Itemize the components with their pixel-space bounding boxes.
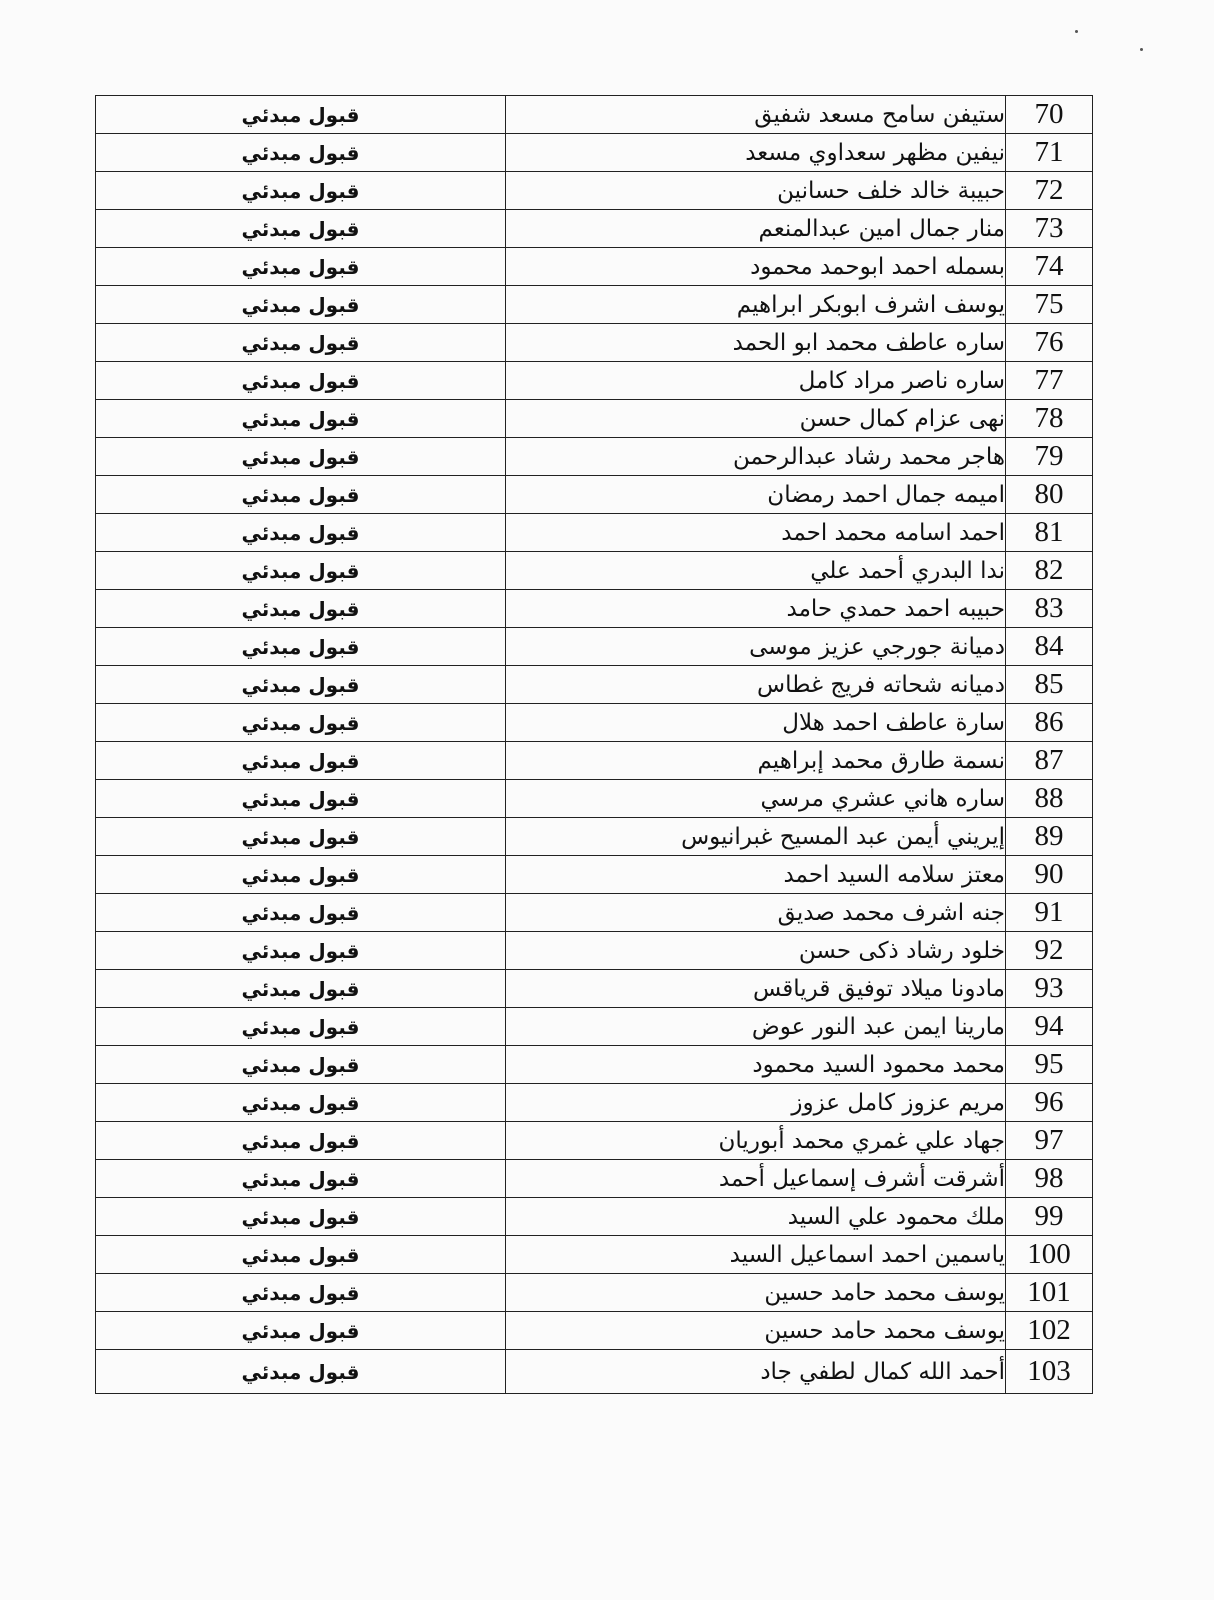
- status-cell: قبول مبدئي: [96, 1198, 506, 1236]
- name-cell: حبيبه احمد حمدي حامد: [506, 590, 1006, 628]
- status-cell: قبول مبدئي: [96, 970, 506, 1008]
- status-cell: قبول مبدئي: [96, 856, 506, 894]
- status-cell: قبول مبدئي: [96, 134, 506, 172]
- number-cell: 71: [1006, 134, 1093, 172]
- number-cell: 81: [1006, 514, 1093, 552]
- name-cell: إيريني أيمن عبد المسيح غبرانيوس: [506, 818, 1006, 856]
- number-cell: 87: [1006, 742, 1093, 780]
- name-cell: حبيبة خالد خلف حسانين: [506, 172, 1006, 210]
- name-cell: يوسف محمد حامد حسين: [506, 1312, 1006, 1350]
- status-cell: قبول مبدئي: [96, 704, 506, 742]
- table-row: [96, 780, 1093, 818]
- status-cell: قبول مبدئي: [96, 324, 506, 362]
- status-cell: قبول مبدئي: [96, 666, 506, 704]
- table-row: [96, 134, 1093, 172]
- status-cell: قبول مبدئي: [96, 1008, 506, 1046]
- name-cell: نيفين مظهر سعداوي مسعد: [506, 134, 1006, 172]
- status-cell: قبول مبدئي: [96, 932, 506, 970]
- table-row: [96, 210, 1093, 248]
- number-cell: 74: [1006, 248, 1093, 286]
- table-body: [96, 96, 1093, 1394]
- table-row: [96, 666, 1093, 704]
- name-cell: أشرقت أشرف إسماعيل أحمد: [506, 1160, 1006, 1198]
- status-cell: قبول مبدئي: [96, 1160, 506, 1198]
- number-cell: 98: [1006, 1160, 1093, 1198]
- number-cell: 95: [1006, 1046, 1093, 1084]
- name-cell: مادونا ميلاد توفيق قرياقس: [506, 970, 1006, 1008]
- number-cell: 93: [1006, 970, 1093, 1008]
- status-cell: قبول مبدئي: [96, 1122, 506, 1160]
- number-cell: 97: [1006, 1122, 1093, 1160]
- status-cell: قبول مبدئي: [96, 628, 506, 666]
- name-cell: ملك محمود علي السيد: [506, 1198, 1006, 1236]
- name-cell: مريم عزوز كامل عزوز: [506, 1084, 1006, 1122]
- table-row: [96, 742, 1093, 780]
- number-cell: 89: [1006, 818, 1093, 856]
- scan-speck: [1140, 48, 1143, 51]
- name-cell: ساره عاطف محمد ابو الحمد: [506, 324, 1006, 362]
- number-cell: 79: [1006, 438, 1093, 476]
- name-cell: بسمله احمد ابوحمد محمود: [506, 248, 1006, 286]
- status-cell: قبول مبدئي: [96, 514, 506, 552]
- status-cell: قبول مبدئي: [96, 172, 506, 210]
- table-row: [96, 894, 1093, 932]
- name-cell: نهى عزام كمال حسن: [506, 400, 1006, 438]
- table-row: [96, 856, 1093, 894]
- status-cell: قبول مبدئي: [96, 552, 506, 590]
- table-row: [96, 1350, 1093, 1394]
- table-row: [96, 1198, 1093, 1236]
- status-cell: قبول مبدئي: [96, 400, 506, 438]
- number-cell: 94: [1006, 1008, 1093, 1046]
- table-row: [96, 324, 1093, 362]
- name-cell: هاجر محمد رشاد عبدالرحمن: [506, 438, 1006, 476]
- status-cell: قبول مبدئي: [96, 894, 506, 932]
- table-row: [96, 1122, 1093, 1160]
- number-cell: 70: [1006, 96, 1093, 134]
- name-cell: جهاد علي غمري محمد أبوريان: [506, 1122, 1006, 1160]
- number-cell: 92: [1006, 932, 1093, 970]
- name-cell: سارة عاطف احمد هلال: [506, 704, 1006, 742]
- number-cell: 85: [1006, 666, 1093, 704]
- table-row: [96, 1312, 1093, 1350]
- status-cell: قبول مبدئي: [96, 1274, 506, 1312]
- number-cell: 99: [1006, 1198, 1093, 1236]
- number-cell: 72: [1006, 172, 1093, 210]
- table-row: [96, 96, 1093, 134]
- table-row: [96, 818, 1093, 856]
- name-cell: نسمة طارق محمد إبراهيم: [506, 742, 1006, 780]
- status-cell: قبول مبدئي: [96, 362, 506, 400]
- status-cell: قبول مبدئي: [96, 1084, 506, 1122]
- name-cell: يوسف محمد حامد حسين: [506, 1274, 1006, 1312]
- table-row: [96, 590, 1093, 628]
- number-cell: 86: [1006, 704, 1093, 742]
- name-cell: ياسمين احمد اسماعيل السيد: [506, 1236, 1006, 1274]
- name-cell: خلود رشاد ذكى حسن: [506, 932, 1006, 970]
- name-cell: يوسف اشرف ابوبكر ابراهيم: [506, 286, 1006, 324]
- number-cell: 88: [1006, 780, 1093, 818]
- number-cell: 77: [1006, 362, 1093, 400]
- number-cell: 73: [1006, 210, 1093, 248]
- status-cell: قبول مبدئي: [96, 476, 506, 514]
- status-cell: قبول مبدئي: [96, 1236, 506, 1274]
- table-row: [96, 932, 1093, 970]
- number-cell: 84: [1006, 628, 1093, 666]
- name-cell: معتز سلامه السيد احمد: [506, 856, 1006, 894]
- table-row: [96, 172, 1093, 210]
- table-row: [96, 970, 1093, 1008]
- name-cell: منار جمال امين عبدالمنعم: [506, 210, 1006, 248]
- status-cell: قبول مبدئي: [96, 1312, 506, 1350]
- number-cell: 82: [1006, 552, 1093, 590]
- name-cell: ندا البدري أحمد علي: [506, 552, 1006, 590]
- admission-table: [95, 95, 1093, 1394]
- name-cell: أحمد الله كمال لطفي جاد: [506, 1350, 1006, 1394]
- name-cell: دميانة جورجي عزيز موسى: [506, 628, 1006, 666]
- status-cell: قبول مبدئي: [96, 1046, 506, 1084]
- number-cell: 90: [1006, 856, 1093, 894]
- table-row: [96, 1274, 1093, 1312]
- table-row: [96, 248, 1093, 286]
- number-cell: 83: [1006, 590, 1093, 628]
- status-cell: قبول مبدئي: [96, 210, 506, 248]
- table-row: [96, 704, 1093, 742]
- name-cell: ساره ناصر مراد كامل: [506, 362, 1006, 400]
- table-row: [96, 552, 1093, 590]
- number-cell: 76: [1006, 324, 1093, 362]
- status-cell: قبول مبدئي: [96, 248, 506, 286]
- status-cell: قبول مبدئي: [96, 590, 506, 628]
- number-cell: 78: [1006, 400, 1093, 438]
- table-row: [96, 1084, 1093, 1122]
- scan-speck: [1075, 30, 1078, 33]
- status-cell: قبول مبدئي: [96, 1350, 506, 1394]
- table-row: [96, 1046, 1093, 1084]
- table-row: [96, 1008, 1093, 1046]
- table-row: [96, 400, 1093, 438]
- table-row: [96, 1236, 1093, 1274]
- number-cell: 100: [1006, 1236, 1093, 1274]
- table-row: [96, 514, 1093, 552]
- number-cell: 75: [1006, 286, 1093, 324]
- table-row: [96, 362, 1093, 400]
- name-cell: ستيفن سامح مسعد شفيق: [506, 96, 1006, 134]
- name-cell: احمد اسامه محمد احمد: [506, 514, 1006, 552]
- status-cell: قبول مبدئي: [96, 818, 506, 856]
- number-cell: 91: [1006, 894, 1093, 932]
- status-cell: قبول مبدئي: [96, 742, 506, 780]
- number-cell: 102: [1006, 1312, 1093, 1350]
- table-row: [96, 438, 1093, 476]
- number-cell: 96: [1006, 1084, 1093, 1122]
- status-cell: قبول مبدئي: [96, 96, 506, 134]
- status-cell: قبول مبدئي: [96, 438, 506, 476]
- name-cell: مارينا ايمن عبد النور عوض: [506, 1008, 1006, 1046]
- name-cell: جنه اشرف محمد صديق: [506, 894, 1006, 932]
- status-cell: قبول مبدئي: [96, 286, 506, 324]
- table-row: [96, 476, 1093, 514]
- name-cell: اميمه جمال احمد رمضان: [506, 476, 1006, 514]
- number-cell: 103: [1006, 1350, 1093, 1394]
- number-cell: 101: [1006, 1274, 1093, 1312]
- status-cell: قبول مبدئي: [96, 780, 506, 818]
- table-row: [96, 628, 1093, 666]
- number-cell: 80: [1006, 476, 1093, 514]
- name-cell: محمد محمود السيد محمود: [506, 1046, 1006, 1084]
- table-row: [96, 1160, 1093, 1198]
- name-cell: ساره هاني عشري مرسي: [506, 780, 1006, 818]
- table-row: [96, 286, 1093, 324]
- name-cell: دميانه شحاته فريج غطاس: [506, 666, 1006, 704]
